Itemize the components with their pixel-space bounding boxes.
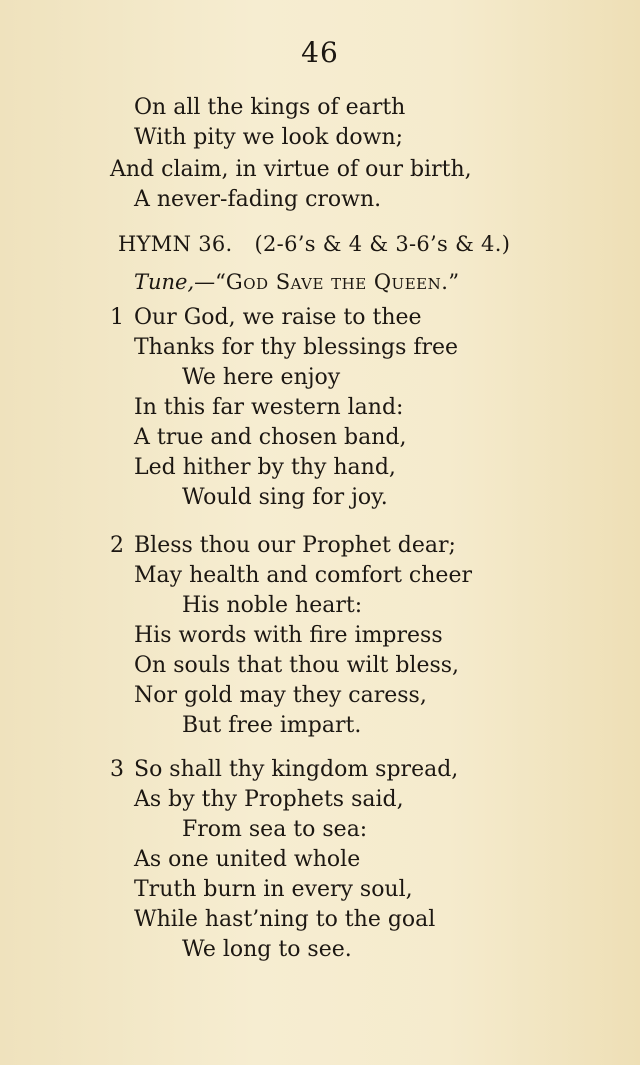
verse-line: His noble heart:	[182, 593, 363, 618]
stanza-line: And claim, in virtue of our birth,	[110, 157, 472, 182]
page-number: 46	[301, 36, 339, 69]
verse-line: Nor gold may they caress,	[134, 683, 427, 708]
hymn-heading	[118, 232, 510, 256]
verse-line: Our God, we raise to thee	[134, 305, 422, 330]
stanza-line: A never-fading crown.	[134, 187, 382, 212]
verse-line: Thanks for thy blessings free	[134, 335, 459, 360]
bleed-through-texture	[460, 80, 640, 980]
tune-name: God Save the Queen.	[225, 270, 449, 294]
verse-line: While hast’ning to the goal	[134, 907, 436, 932]
verse-line: Bless thou our Prophet dear;	[134, 533, 456, 558]
verse-line: Would sing for joy.	[182, 485, 388, 510]
verse-line: As one united whole	[134, 847, 361, 872]
tune-close: ”	[448, 270, 460, 294]
verse-line: We here enjoy	[182, 365, 341, 390]
verse-line: A true and chosen band,	[134, 425, 407, 450]
tune-dash: —“	[194, 270, 226, 294]
verse-number: 1	[110, 305, 124, 330]
verse-line: On souls that thou wilt bless,	[134, 653, 460, 678]
verse-line: May health and comfort cheer	[134, 563, 472, 588]
hymn-meter: (2-6’s & 4 & 3-6’s & 4.)	[254, 232, 511, 256]
hymn-title: HYMN 36.	[118, 232, 233, 256]
verse-line: His words with fire impress	[134, 623, 443, 648]
verse-line: So shall thy kingdom spread,	[134, 757, 459, 782]
stanza-line: With pity we look down;	[134, 125, 404, 150]
stanza-line: On all the kings of earth	[134, 95, 406, 120]
verse-line: From sea to sea:	[182, 817, 368, 842]
tune-label: Tune,	[134, 270, 195, 294]
verse-line: We long to see.	[182, 937, 352, 962]
tune-line	[134, 270, 459, 294]
verse-line: In this far western land:	[134, 395, 404, 420]
verse-line: As by thy Prophets said,	[134, 787, 404, 812]
verse-line: Truth burn in every soul,	[134, 877, 413, 902]
verse-number: 3	[110, 757, 124, 782]
verse-number: 2	[110, 533, 124, 558]
verse-line: But free impart.	[182, 713, 362, 738]
verse-line: Led hither by thy hand,	[134, 455, 396, 480]
